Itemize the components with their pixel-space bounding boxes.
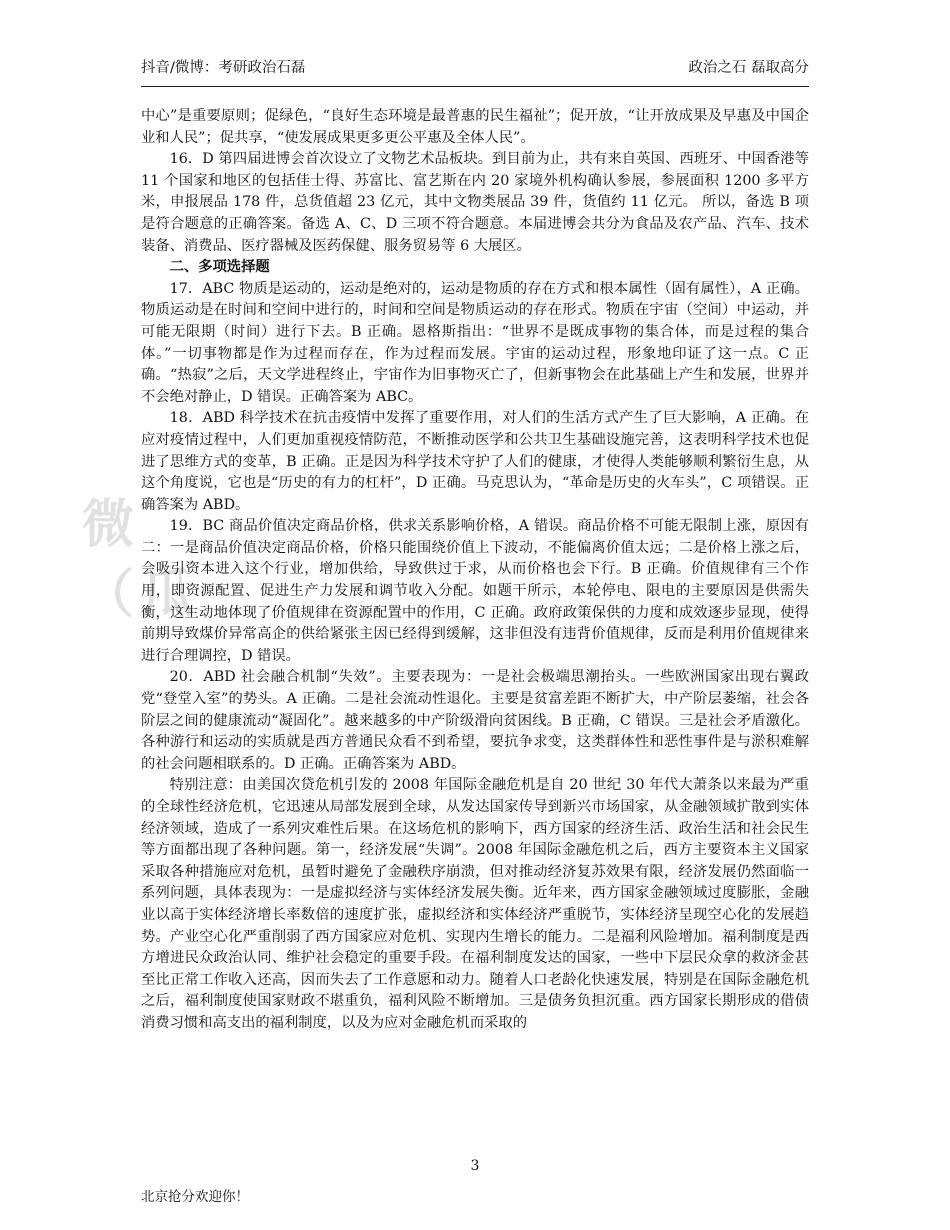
page-header [141, 56, 809, 77]
watermark-line-2: （瓜 [82, 565, 203, 625]
header-right-text: 政治之石 磊取高分 [688, 60, 809, 76]
answer-17: 17．ABC 物质是运动的，运动是绝对的，运动是物质的存在方式和根本属性（固有属性），A 正确。物质运动是在时间和空间中进行的，时间和空间是物质运动的存在形式。物质在宇宙（空间）中运动，并可能无限期（时间）进行下去。B 正确。恩格斯指出：“世界不是既成事物的集合体，而是过程的集合体。”一切事物都是作为过程而存在，作为过程而发展。宇宙的运动过程，形象地印证了这一点。C 正确。“热寂”之后，天文学进程终止，宇宙作为旧事物灭亡了，但新事物会在此基础上产生和发展，世界并不会绝对静止，D 错误。正确答案为 ABC。 [141, 280, 809, 405]
answer-16: 16．D 第四届进博会首次设立了文物艺术品板块。到目前为止，共有来自英国、西班牙、中国香港等 11 个国家和地区的包括佳士得、苏富比、富艺斯在内 20 家境外机构确认参展，参展面积 1200 多平方米，申报展品 178 件，总货值超 23 亿元，其中文物类展品 39 件，货值约 11 亿元。 所以，备选 B 项是符合题意的正确答案。备选 A、C、D 三项不符合题意。本届进博会共分为食品及农产品、汽车、技术装备、消费品、医疗器械及医药保健、服务贸易等 6 大展区。 [141, 151, 809, 254]
answer-19: 19．BC 商品价值决定商品价格，供求关系影响价格，A 错误。商品价格不可能无限制上涨，原因有二：一是商品价值决定商品价格，价格只能围绕价值上下波动，不能偏离价值太远；二是价格上涨之后，会吸引资本进入这个行业，增加供给，导致供过于求，从而价格也会下行。B 正确。价值规律有三个作用，即资源配置、促进生产力发展和调节收入分配。如题干所示，本轮停电、限电的主要原因是供需失衡，这生动地体现了价值规律在资源配置中的作用，C 正确。政府政策保供的力度和成效逐步显现，使得前期导致煤价异常高企的供给紧张主因已经得到缓解，这非但没有违背价值规律，反而是利用价值规律来进行合理调控，D 错误。 [141, 518, 809, 664]
special-note-paragraph: 特别注意：由美国次贷危机引发的 2008 年国际金融危机是自 20 世纪 30 年代大萧条以来最为严重的全球性经济危机，它迅速从局部发展到全球，从发达国家传导到新兴市场国家，从金融领域扩散到实体经济领域，造成了一系列灾难性后果。在这场危机的影响下，西方国家的经济生活、政治生活和社会民生等方面都出现了各种问题。第一，经济发展“失调”。2008 年国际金融危机之后，西方主要资本主义国家采取各种措施应对危机，虽暂时避免了金融秩序崩溃，但对推动经济复苏效果有限，经济发展仍然面临一系列问题，具体表现为：一是虚拟经济与实体经济发展失衡。近年来，西方国家金融领域过度膨胀，金融业以高于实体经济增长率数倍的速度扩张，虚拟经济和实体经济严重脱节，实体经济呈现空心化的发展趋势。产业空心化严重削弱了西方国家应对危机、实现内生增长的能力。二是福利风险增加。福利制度是西方增进民众政治认同、维护社会稳定的重要手段。在福利制度发达的国家，一些中下层民众拿的救济金甚至比正常工作收入还高，因而失去了工作意愿和动力。随着人口老龄化快速发展，特别是在国际金融危机之后，福利制度使国家财政不堪重负，福利风险不断增加。三是债务负担沉重。西方国家长期形成的借债消费习惯和高支出的福利制度，以及为应对金融危机而采取的 [141, 777, 809, 1031]
footer-text: 北京抢分欢迎你！ [141, 1189, 249, 1205]
paragraph-continuation: 中心”是重要原则；促绿色，“良好生态环境是最普惠的民生福祉”；促开放，“让开放成果及早惠及中国企业和人民”；促共享，“使发展成果更多更公平惠及全体人民”。 [141, 108, 809, 146]
header-left-text: 抖音/微博：考研政治石磊 [141, 60, 306, 76]
section-heading-multiple-choice: 二、多项选择题 [169, 259, 270, 276]
watermark-line-1: 微 [82, 495, 143, 555]
page-number: 3 [470, 1158, 480, 1174]
header-divider [141, 86, 809, 87]
document-body [141, 106, 809, 1035]
answer-20: 20．ABD 社会融合机制“失效”。主要表现为：一是社会极端思潮抬头。一些欧洲国家出现右翼政党“登堂入室”的势头。A 正确。二是社会流动性退化。主要是贫富差距不断扩大，中产阶层萎缩，社会各阶层之间的健康流动“凝固化”。越来越多的中产阶级滑向贫困线。B 正确，C 错误。三是社会矛盾激化。各种游行和运动的实质就是西方普通民众看不到希望，要抗争求变，这类群体性和恶性事件是与淤积难解的社会问题相联系的。D 正确。正确答案为 ABD。 [141, 669, 809, 772]
answer-18: 18．ABD 科学技术在抗击疫情中发挥了重要作用，对人们的生活方式产生了巨大影响，A 正确。在应对疫情过程中，人们更加重视疫情防范，不断推动医学和公共卫生基础设施完善，这表明科学技术也促进了思维方式的变革，B 正确。正是因为科学技术守护了人们的健康，才使得人类能够顺利繁衍生息，从这个角度说，它也是“历史的有力的杠杆”，D 正确。马克思认为，“革命是历史的火车头”，C 项错误。正确答案为 ABD。 [141, 410, 809, 513]
